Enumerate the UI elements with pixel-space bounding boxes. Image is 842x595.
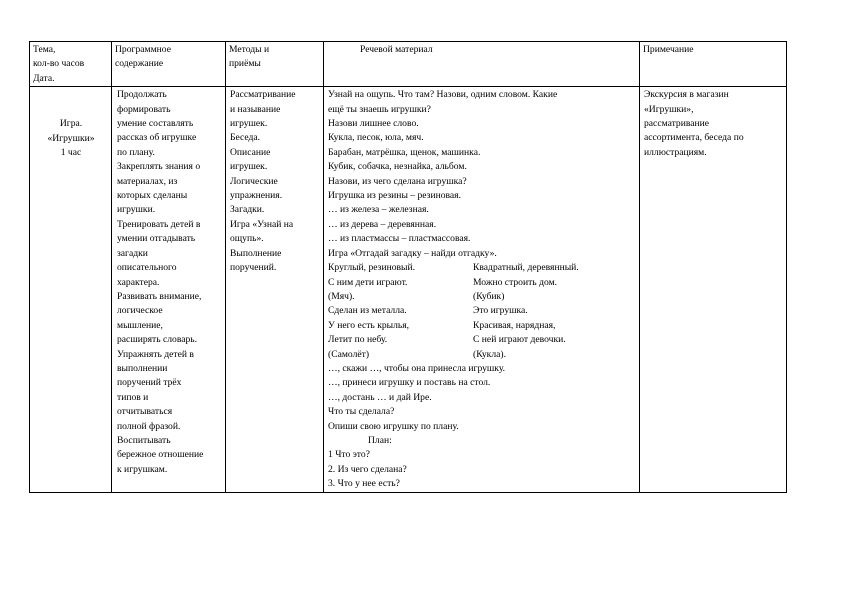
- program-line: расширять словарь.: [117, 334, 198, 346]
- speech-line-text: Что ты сделала?: [328, 406, 395, 418]
- methods-line: и называние: [230, 103, 281, 115]
- speech-line-text: (Мяч).: [328, 290, 355, 302]
- program-line: Тренировать детей в: [117, 218, 201, 230]
- program-line: выполнении: [117, 362, 168, 374]
- header-topic-line: Тема,: [33, 44, 56, 55]
- speech-line-text: С ним дети играют.: [328, 276, 408, 288]
- header-notes: [640, 42, 787, 87]
- program-line: бережное отношение: [117, 449, 204, 461]
- program-line: материалах, из: [117, 175, 178, 187]
- program-line: характера.: [117, 276, 160, 288]
- speech-line: [328, 333, 637, 347]
- speech-line-text: План:: [368, 434, 392, 446]
- header-methods: [226, 42, 324, 87]
- speech-line-text: 1 Что это?: [328, 449, 370, 461]
- notes-line: рассматривание: [644, 118, 710, 130]
- speech-line: [328, 463, 637, 477]
- program-line: Воспитывать: [117, 434, 171, 446]
- speech-line: [328, 290, 637, 304]
- speech-line: [328, 218, 637, 232]
- speech-line-text: Летит по небу.: [328, 334, 388, 346]
- lesson-plan-table: [29, 41, 787, 493]
- program-line: описательного: [117, 262, 177, 274]
- speech-line-text: У него есть крылья,: [328, 319, 410, 331]
- program-line: мышление,: [117, 319, 163, 331]
- speech-line-text: Опиши свою игрушку по плану.: [328, 420, 459, 432]
- program-line: умении отгадывать: [117, 233, 196, 245]
- header-row: [30, 42, 787, 87]
- speech-line-text: Назови лишнее слово.: [328, 118, 419, 130]
- speech-line-text: 2. Из чего сделана?: [328, 463, 407, 475]
- program-line: поручений трёх: [117, 377, 182, 389]
- speech-line: [328, 319, 637, 333]
- speech-line-text: Сделан из металла.: [328, 305, 407, 317]
- speech-line: [328, 189, 637, 203]
- methods-line: Беседа.: [230, 132, 261, 144]
- topic-line: «Игрушки»: [47, 132, 95, 144]
- program-line: логическое: [117, 305, 163, 317]
- speech-line: [328, 391, 637, 405]
- speech-line: [328, 376, 637, 390]
- methods-line: Рассматривание: [230, 89, 296, 101]
- header-notes-label: Примечание: [643, 44, 694, 55]
- speech-line-text: Круглый, резиновый.: [328, 262, 416, 274]
- speech-line-text: (Самолёт): [328, 348, 370, 360]
- speech-line: [328, 232, 637, 246]
- speech-line-text: Кукла, песок, юла, мяч.: [328, 132, 424, 144]
- speech-line: [328, 88, 637, 102]
- methods-line: игрушек.: [230, 161, 268, 173]
- notes-line: ассортимента, беседа по: [644, 132, 744, 144]
- topic-line: Игра.: [59, 118, 83, 130]
- speech-line: [328, 420, 637, 434]
- notes-line: «Игрушки»,: [644, 103, 694, 115]
- speech-line: [328, 304, 637, 318]
- header-methods-line: Методы и: [229, 44, 270, 55]
- speech-line: [328, 448, 637, 462]
- program-line: Продолжать: [117, 89, 167, 101]
- methods-line: упражнения.: [230, 190, 283, 202]
- cell-topic: [30, 87, 112, 492]
- speech-line-text: Назови, из чего сделана игрушка?: [328, 175, 467, 187]
- header-speech-label: Речевой материал: [360, 44, 433, 55]
- cell-notes: [640, 87, 787, 492]
- speech-line-text: Узнай на ощупь. Что там? Назови, одним словом. Какие: [328, 89, 558, 101]
- speech-line-text: Кубик, собачка, незнайка, альбом.: [328, 161, 467, 173]
- program-line: игрушки.: [117, 204, 156, 216]
- header-program-line: содержание: [115, 58, 164, 70]
- speech-line: [328, 117, 637, 131]
- header-topic-line: кол-во часов: [33, 58, 85, 70]
- speech-line: [328, 160, 637, 174]
- speech-line-text: … из дерева – деревянная.: [328, 218, 437, 230]
- program-line: полной фразой.: [117, 420, 181, 432]
- notes-line: Экскурсия в магазин: [644, 89, 729, 101]
- cell-methods: [226, 87, 324, 492]
- speech-line: [328, 261, 637, 275]
- speech-line-right: С ней играют девочки.: [473, 334, 566, 346]
- speech-line: [328, 175, 637, 189]
- header-topic: [30, 42, 112, 87]
- program-line: Упражнять детей в: [117, 348, 194, 360]
- methods-line: Выполнение: [230, 247, 282, 259]
- speech-line: [328, 203, 637, 217]
- speech-line-right: Это игрушка.: [473, 305, 528, 317]
- speech-line-text: 3. Что у нее есть?: [328, 478, 400, 490]
- methods-line: поручений.: [230, 262, 277, 274]
- program-line: формировать: [117, 103, 171, 115]
- header-topic-line: Дата.: [33, 72, 55, 84]
- speech-line-right: Красивая, нарядная,: [473, 319, 556, 331]
- speech-line-text: … из железа – железная.: [328, 204, 429, 216]
- program-line: по плану.: [117, 146, 155, 158]
- speech-line-text: Барабан, матрёшка, щенок, машинка.: [328, 146, 481, 158]
- header-speech: [324, 42, 640, 87]
- speech-line-text: Игрушка из резины – резиновая.: [328, 190, 461, 202]
- content-row: [30, 87, 787, 492]
- speech-line: [328, 146, 637, 160]
- program-line: отчитываться: [117, 406, 173, 418]
- program-line: загадки: [117, 247, 148, 259]
- program-line: умение составлять: [117, 118, 194, 130]
- speech-line-text: ещё ты знаешь игрушки?: [328, 103, 431, 115]
- methods-line: Логические: [230, 175, 278, 187]
- program-line: Закреплять знания о: [117, 161, 201, 173]
- methods-line: Загадки.: [230, 204, 265, 216]
- header-program-line: Программное: [115, 44, 171, 55]
- header-methods-line: приёмы: [229, 58, 261, 70]
- program-line: типов и: [117, 391, 149, 403]
- program-line: к игрушкам.: [117, 463, 168, 475]
- speech-line: [328, 405, 637, 419]
- speech-line-text: … из пластмассы – пластмассовая.: [328, 233, 471, 245]
- speech-line: [328, 362, 637, 376]
- speech-line-text: …, достань … и дай Ире.: [328, 391, 432, 403]
- methods-line: Описание: [230, 146, 271, 158]
- speech-line: [328, 103, 637, 117]
- cell-program: [112, 87, 226, 492]
- program-line: рассказ об игрушке: [117, 132, 197, 144]
- speech-line: [328, 276, 637, 290]
- speech-line-right: (Кукла).: [473, 348, 506, 360]
- speech-line-right: Можно строить дом.: [473, 276, 558, 288]
- speech-line-right: Квадратный, деревянный.: [473, 262, 579, 274]
- header-program: [112, 42, 226, 87]
- speech-line-text: Игра «Отгадай загадку – найди отгадку».: [328, 247, 497, 259]
- program-line: которых сделаны: [117, 190, 188, 202]
- methods-line: ощупь».: [230, 233, 264, 245]
- program-line: Развивать внимание,: [117, 290, 202, 302]
- speech-line: [328, 434, 637, 448]
- speech-line-text: …, принеси игрушку и поставь на стол.: [328, 377, 491, 389]
- speech-line: [328, 348, 637, 362]
- topic-line: 1 час: [60, 147, 82, 159]
- speech-line-right: (Кубик): [473, 290, 505, 302]
- speech-line-text: …, скажи …, чтобы она принесла игрушку.: [328, 362, 506, 374]
- cell-speech: [324, 87, 640, 492]
- methods-line: игрушек.: [230, 118, 268, 130]
- speech-line: [328, 247, 637, 261]
- notes-line: иллюстрациям.: [644, 146, 707, 158]
- speech-line: [328, 131, 637, 145]
- methods-line: Игра «Узнай на: [230, 218, 294, 230]
- speech-line: [328, 477, 637, 491]
